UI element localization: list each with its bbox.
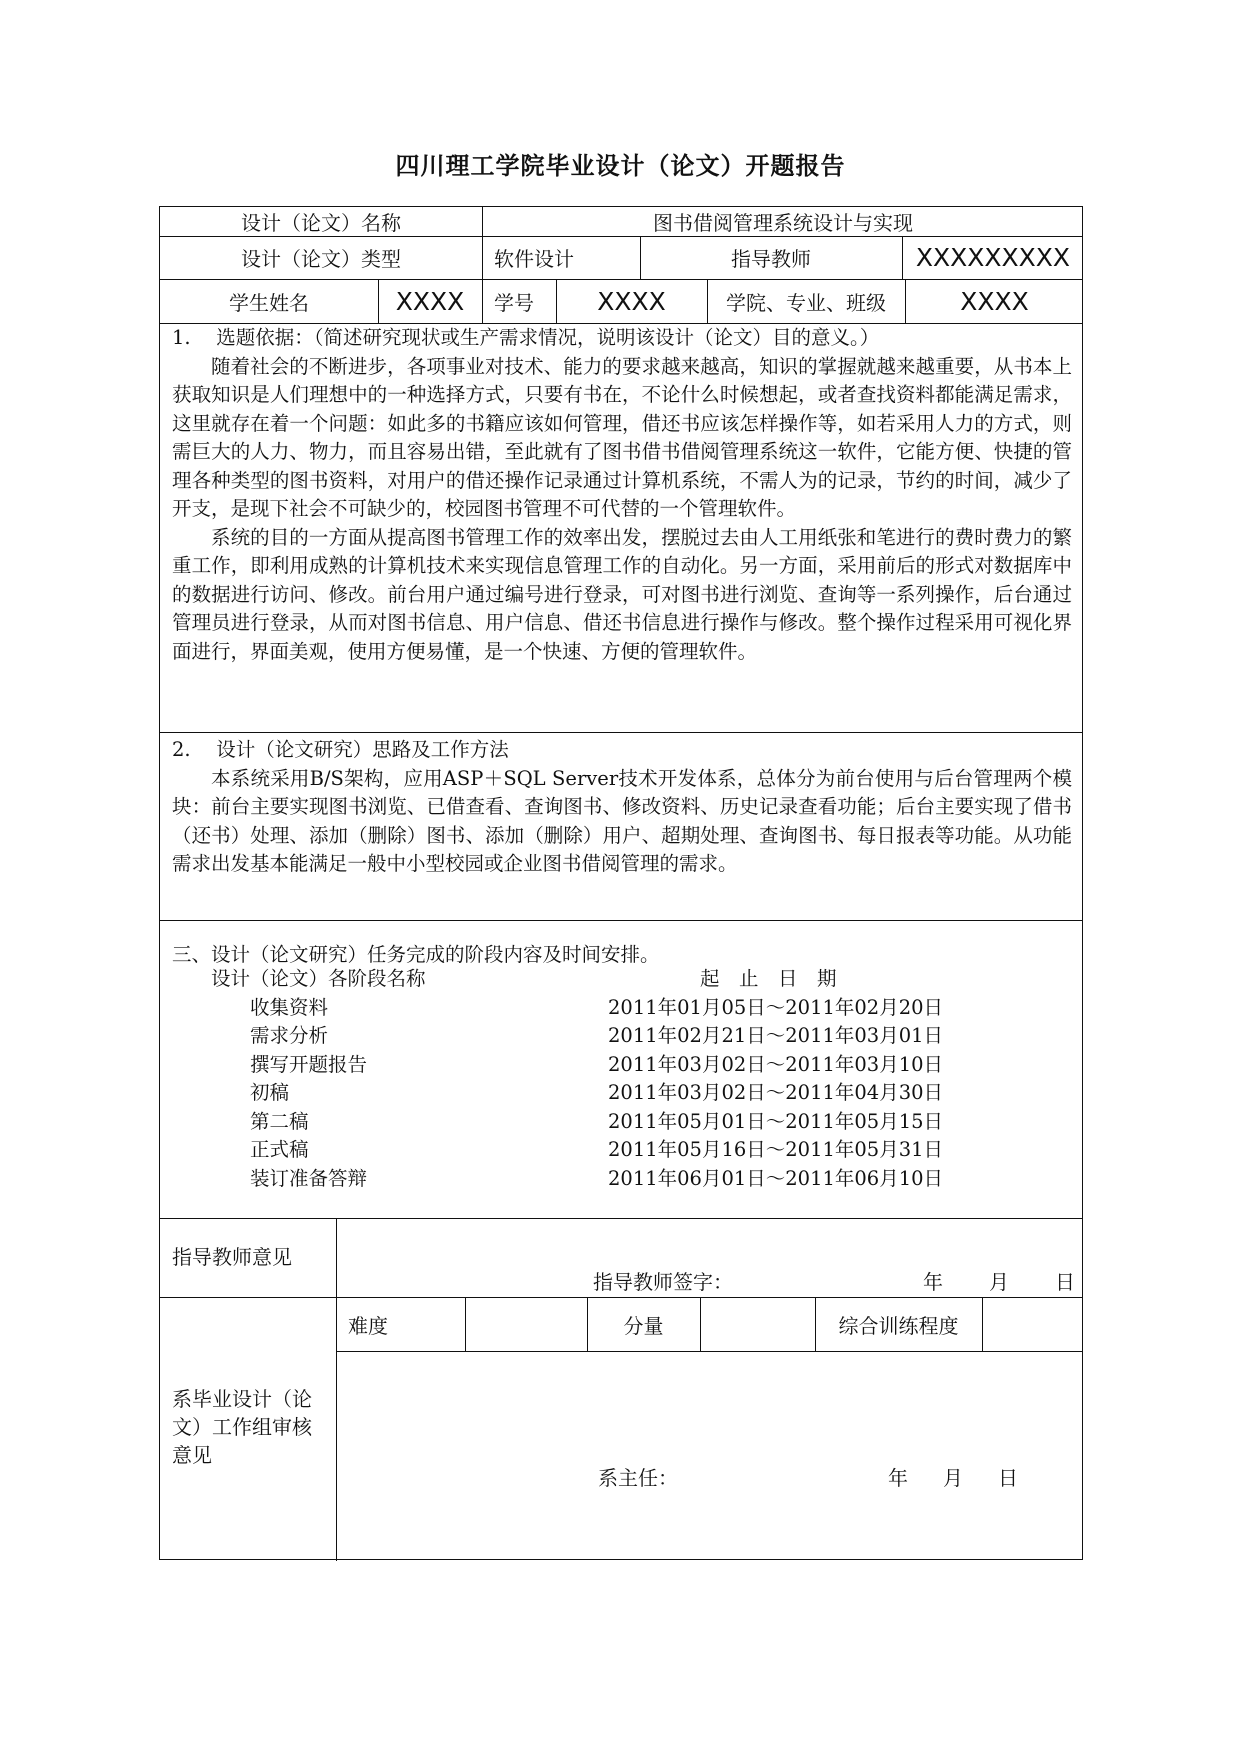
date-column-header: 起 止 日 期 [700, 967, 837, 990]
schedule-header [160, 965, 1084, 994]
thesis-type-label: 设计（论文）类型 [241, 247, 401, 271]
stage-date: 2011年03月02日～2011年03月10日 [608, 1052, 944, 1076]
section-heading: 2. 设计（论文研究）思路及工作方法 [172, 738, 509, 761]
review-label: 系毕业设计（论文）工作组审核意见 [172, 1387, 312, 1467]
stage-date: 2011年02月21日～2011年03月01日 [608, 1024, 944, 1047]
advisor-label: 指导教师 [731, 247, 811, 271]
stage-date: 2011年01月05日～2011年02月20日 [608, 995, 944, 1019]
date-year: 年 [923, 1270, 943, 1294]
advisor-opinion-label: 指导教师意见 [172, 1245, 292, 1269]
section-method [172, 736, 1072, 879]
director-signature-label: 系主任： [598, 1466, 678, 1490]
stage-name: 装订准备答辩 [250, 1166, 368, 1190]
stage-name: 正式稿 [250, 1138, 309, 1161]
thesis-type-value: 软件设计 [494, 247, 574, 271]
stage-column-header: 设计（论文）各阶段名称 [211, 967, 426, 990]
schedule-row [160, 1165, 1084, 1194]
stage-date: 2011年05月01日～2011年05月15日 [608, 1109, 944, 1133]
student-id-value: XXXX [597, 286, 666, 316]
advisor-signature-label: 指导教师签字： [593, 1270, 733, 1294]
stage-date: 2011年06月01日～2011年06月10日 [608, 1166, 944, 1190]
stage-name: 初稿 [250, 1081, 290, 1104]
workload-label: 分量 [623, 1313, 664, 1338]
college-label: 学院、专业、班级 [726, 290, 886, 315]
date-month: 月 [943, 1466, 963, 1490]
difficulty-value[interactable] [465, 1297, 587, 1351]
student-name-value: XXXX [395, 286, 465, 316]
section-heading: 1. 选题依据：（简述研究现状或生产需求情况，说明该设计（论文）目的意义。） [172, 326, 880, 349]
schedule-table [160, 965, 1084, 1193]
rule [160, 732, 1082, 733]
date-day: 日 [1055, 1270, 1075, 1294]
college-value: XXXX [960, 286, 1029, 316]
schedule-row [160, 1136, 1084, 1165]
training-value[interactable] [982, 1297, 1084, 1351]
rule [160, 920, 1082, 921]
advisor-value: XXXXXXXXX [915, 243, 1071, 272]
date-year: 年 [888, 1466, 908, 1490]
page-title: 四川理工学院毕业设计（论文）开题报告 [395, 151, 846, 180]
schedule-row [160, 1079, 1084, 1108]
stage-name: 撰写开题报告 [250, 1052, 368, 1076]
paragraph: 系统的目的一方面从提高图书管理工作的效率出发，摆脱过去由人工用纸张和笔进行的费时费力的繁重工作，即利用成熟的计算机技术来实现信息管理工作的自动化。另一方面，采用前后的形式对数据库中的数据进行访问、修改。前台用户通过编号进行登录，可对图书进行浏览、查询等一系列操作，后台通过管理员进行登录，从而对图书信息、用户信息、借还书信息进行操作与修改。整个操作过程采用可视化界面进行，界面美观，使用方便易懂，是一个快速、方便的管理软件。 [172, 525, 1072, 663]
date-day: 日 [998, 1466, 1018, 1490]
rule [336, 1351, 1082, 1352]
stage-name: 需求分析 [250, 1024, 329, 1047]
training-label: 综合训练程度 [838, 1313, 959, 1338]
thesis-name-label: 设计（论文）名称 [241, 211, 401, 235]
schedule-row [160, 994, 1084, 1023]
student-id-label: 学号 [494, 290, 534, 315]
section-topic-basis [172, 324, 1072, 666]
paragraph: 本系统采用B/S架构，应用ASP＋SQL Server技术开发体系，总体分为前台使用与后台管理两个模块：前台主要实现图书浏览、已借查看、查询图书、修改资料、历史记录查看功能；后台主要实现了借书（还书）处理、添加（删除）图书、添加（删除）用户、超期处理、查询图书、每日报表等功能。从功能需求出发基本能满足一般中小型校园或企业图书借阅管理的需求。 [172, 766, 1072, 875]
rule [336, 1218, 337, 1561]
date-month: 月 [989, 1270, 1009, 1294]
stage-date: 2011年03月02日～2011年04月30日 [608, 1081, 944, 1104]
stage-name: 收集资料 [250, 995, 329, 1019]
thesis-name-value: 图书借阅管理系统设计与实现 [653, 211, 913, 235]
schedule-row [160, 1022, 1084, 1051]
stage-date: 2011年05月16日～2011年05月31日 [608, 1138, 944, 1161]
stage-name: 第二稿 [250, 1109, 309, 1133]
difficulty-label: 难度 [348, 1313, 388, 1338]
schedule-row [160, 1108, 1084, 1137]
proposal-form [159, 206, 1083, 1560]
workload-value[interactable] [700, 1297, 815, 1351]
rule [160, 1218, 1082, 1219]
student-name-label: 学生姓名 [229, 290, 309, 315]
schedule-row [160, 1051, 1084, 1080]
section-heading: 三、设计（论文研究）任务完成的阶段内容及时间安排。 [172, 943, 660, 966]
paragraph: 随着社会的不断进步，各项事业对技术、能力的要求越来越高，知识的掌握就越来越重要，从书本上获取知识是人们理想中的一种选择方式，只要有书在，不论什么时候想起，或者查找资料都能满足需求，这里就存在着一个问题：如此多的书籍应该如何管理，借还书应该怎样操作等，如若采用人力的方式，则需巨大的人力、物力，而且容易出错，至此就有了图书借书借阅管理系统这一软件，它能方便、快捷的管理各种类型的图书资料，对用户的借还操作记录通过计算机系统，不需人为的记录，节约的时间，减少了开支，是现下社会不可缺少的，校园图书管理不可代替的一个管理软件。 [172, 354, 1072, 520]
